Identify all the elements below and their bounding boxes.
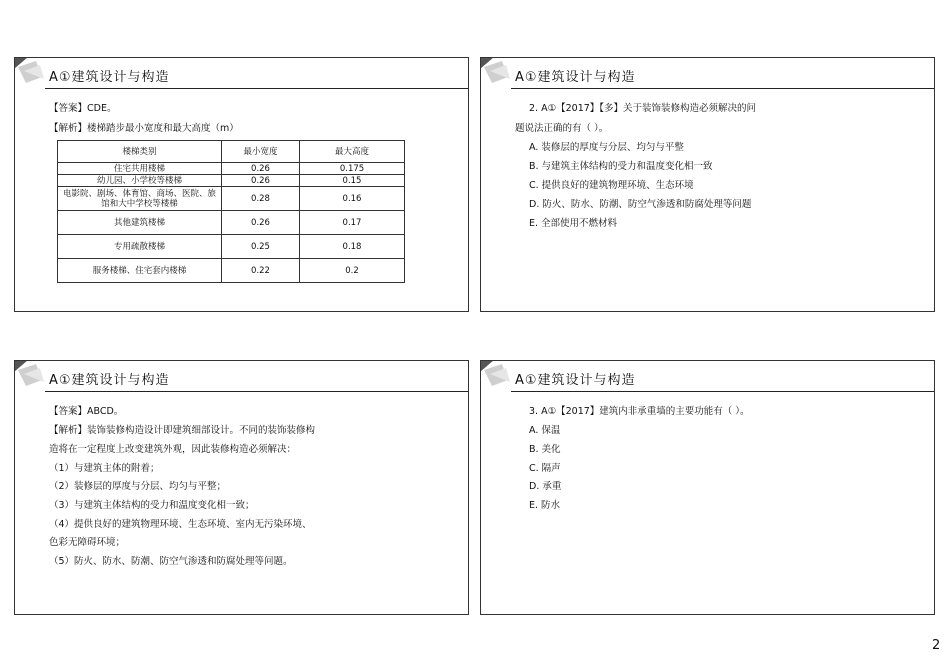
table-cell: 0.17 xyxy=(300,211,405,235)
answer-line: 【答案】ABCD。 xyxy=(49,406,124,417)
corner-ribbon-icon xyxy=(14,360,44,386)
table-row xyxy=(58,235,405,259)
table-cell: 0.26 xyxy=(222,163,300,175)
table-header-row xyxy=(58,141,405,163)
analysis-line: 【解析】楼梯踏步最小宽度和最大高度（m） xyxy=(49,123,239,134)
option-a: A. 保温 xyxy=(529,425,561,436)
slide-3 xyxy=(14,360,469,615)
slide-title: A①建筑设计与构造 xyxy=(49,373,170,388)
analysis-item: （1）与建筑主体的附着； xyxy=(49,463,160,474)
slide-2 xyxy=(480,57,935,312)
option-e: E. 防水 xyxy=(529,500,561,511)
analysis-item: （3）与建筑主体结构的受力和温度变化相一致； xyxy=(49,500,255,511)
slide-title: A①建筑设计与构造 xyxy=(49,70,170,85)
slide-1 xyxy=(14,57,469,312)
question-line: 题说法正确的有（ ）。 xyxy=(515,123,609,134)
option-b: B. 与建筑主体结构的受力和温度变化相一致 xyxy=(529,161,713,172)
question-line: 2. A①【2017】【多】关于装饰装修构造必须解决的问 xyxy=(529,103,757,114)
table-cell: 其他建筑楼梯 xyxy=(58,211,222,235)
table-cell: 服务楼梯、住宅套内楼梯 xyxy=(58,259,222,283)
slide-title: A①建筑设计与构造 xyxy=(515,70,636,85)
table-cell: 0.26 xyxy=(222,175,300,187)
question-line: 3. A①【2017】建筑内非承重墙的主要功能有（ ）。 xyxy=(529,406,750,417)
option-c: C. 提供良好的建筑物理环境、生态环境 xyxy=(529,180,694,191)
table-cell: 0.25 xyxy=(222,235,300,259)
title-divider xyxy=(45,391,468,392)
analysis-item: （2）装修层的厚度与分层、均匀与平整； xyxy=(49,481,227,492)
table-cell: 0.26 xyxy=(222,211,300,235)
table-cell: 0.2 xyxy=(300,259,405,283)
title-divider xyxy=(45,88,468,89)
table-cell: 0.22 xyxy=(222,259,300,283)
table-cell: 住宅共用楼梯 xyxy=(58,163,222,175)
table-cell: 幼儿园、小学校等楼梯 xyxy=(58,175,222,187)
stair-dimensions-table xyxy=(57,140,405,283)
table-row xyxy=(58,163,405,175)
table-row xyxy=(58,175,405,187)
option-e: E. 全部使用不燃材料 xyxy=(529,218,618,229)
corner-ribbon-icon xyxy=(480,360,510,386)
analysis-item: （4）提供良好的建筑物理环境、生态环境、室内无污染环境、 xyxy=(49,519,312,530)
analysis-line: 造将在一定程度上改变建筑外观，因此装修构造必须解决： xyxy=(49,444,297,455)
header-cell: 最小宽度 xyxy=(222,141,300,163)
table-row xyxy=(58,211,405,235)
table-cell: 0.28 xyxy=(222,187,300,211)
table-cell: 0.16 xyxy=(300,187,405,211)
corner-ribbon-icon xyxy=(14,57,44,83)
corner-ribbon-icon xyxy=(480,57,510,83)
slide-4 xyxy=(480,360,935,615)
table-cell: 电影院、剧场、体育馆、商场、医院、旅馆和大中学校等楼梯 xyxy=(58,187,222,211)
slide-title: A①建筑设计与构造 xyxy=(515,373,636,388)
header-cell: 最大高度 xyxy=(300,141,405,163)
option-b: B. 美化 xyxy=(529,444,561,455)
table-cell: 0.15 xyxy=(300,175,405,187)
option-a: A. 装修层的厚度与分层、均匀与平整 xyxy=(529,142,684,153)
title-divider xyxy=(511,391,934,392)
title-divider xyxy=(511,88,934,89)
table-row xyxy=(58,259,405,283)
table-cell: 专用疏散楼梯 xyxy=(58,235,222,259)
answer-line: 【答案】CDE。 xyxy=(49,103,117,114)
table-cell: 0.175 xyxy=(300,163,405,175)
table-cell: 0.18 xyxy=(300,235,405,259)
analysis-line: 【解析】装饰装修构造设计即建筑细部设计。不同的装饰装修构 xyxy=(49,425,316,436)
header-cell: 楼梯类别 xyxy=(58,141,222,163)
analysis-item: （5）防火、防水、防潮、防空气渗透和防腐处理等问题。 xyxy=(49,556,293,567)
option-c: C. 隔声 xyxy=(529,463,561,474)
page-number: 2 xyxy=(932,638,941,653)
option-d: D. 承重 xyxy=(529,481,562,492)
analysis-item: 色彩无障碍环境； xyxy=(49,537,126,548)
option-d: D. 防火、防水、防潮、防空气渗透和防腐处理等问题 xyxy=(529,199,752,210)
table-row xyxy=(58,187,405,211)
